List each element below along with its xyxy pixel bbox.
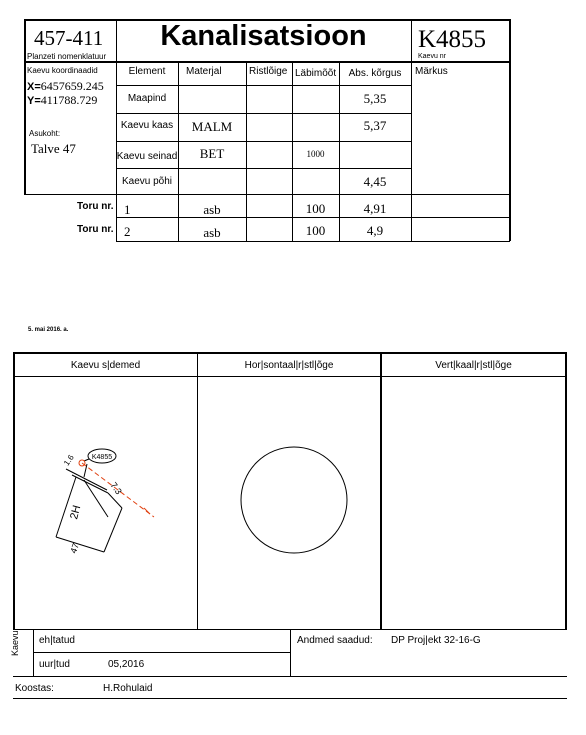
data-source-label: Andmed saadud: xyxy=(297,635,373,646)
surveyed-label: uur|tud xyxy=(39,659,70,670)
manhole-id-caption: Kaevu nr xyxy=(418,53,447,60)
map-sheet-number: 457-411 xyxy=(34,26,104,50)
sketch-dim-c: 2H xyxy=(68,503,84,521)
y-value: 411788.729 xyxy=(40,93,98,107)
pipe-diameter: 100 xyxy=(305,223,326,238)
pipe-diameter: 100 xyxy=(305,201,326,216)
compiled-value: H.Rohulaid xyxy=(103,683,153,694)
footer-divider xyxy=(33,652,290,653)
y-prefix: Y= xyxy=(27,95,41,107)
row-element: Maapind xyxy=(127,93,167,104)
sketch-leader xyxy=(84,459,89,461)
pipe-number: 1 xyxy=(124,202,131,217)
manhole-circle xyxy=(241,447,347,553)
x-coordinate xyxy=(27,79,104,94)
row-element: Kaevu põhi xyxy=(121,176,173,187)
sketch-line xyxy=(66,469,107,490)
surveyed-value: 05,2016 xyxy=(108,659,145,670)
col-title-horizontal: Hor|sontaal|r|stl|õge xyxy=(244,360,334,371)
manhole-id: K4855 xyxy=(418,26,487,53)
sketch-dim-d: 47 xyxy=(68,541,82,555)
row-divider xyxy=(116,141,411,142)
row-elevation: 5,37 xyxy=(363,118,387,133)
y-coordinate xyxy=(27,93,97,108)
col-divider xyxy=(246,62,247,242)
row-element: Kaevu seinad xyxy=(116,151,178,162)
row-material: BET xyxy=(199,146,225,161)
sketch-bubble-label: K4855 xyxy=(91,454,113,461)
footer-divider xyxy=(13,698,567,699)
built-label: eh|tatud xyxy=(39,635,75,646)
col-header-elevation: Abs. kõrgus xyxy=(348,68,402,79)
map-sheet-caption: Planzeti nomenklatuur xyxy=(27,52,107,61)
data-source-value: DP Proj|ekt 32-16-G xyxy=(391,635,481,646)
frame-border-top xyxy=(13,352,567,354)
col-title-sketch: Kaevu s|demed xyxy=(70,360,141,371)
row-divider xyxy=(24,194,511,195)
pipe-label: Toru nr. xyxy=(77,224,114,235)
address-value: Talve 47 xyxy=(31,141,76,156)
footer-side-label: Kaevu xyxy=(10,630,20,656)
pipe-arrow xyxy=(144,508,150,514)
row-divider xyxy=(116,241,510,242)
sketch-dim-a: 1.6 xyxy=(62,453,76,468)
row-divider xyxy=(116,217,510,218)
pipe-material: asb xyxy=(203,202,221,217)
row-elevation: 4,45 xyxy=(363,174,387,189)
sketch-line xyxy=(56,537,104,552)
row-material: MALM xyxy=(191,119,233,134)
address-label: Asukoht: xyxy=(29,129,61,138)
pipe-elevation: 4,91 xyxy=(363,201,387,216)
col-header-element: Element xyxy=(128,66,166,77)
row-elevation: 5,35 xyxy=(363,91,387,106)
footer-divider xyxy=(13,676,567,677)
page-title: Kanalisatsioon xyxy=(160,20,367,52)
col-header-diameter: Läbimõõt xyxy=(295,68,337,79)
sketch-line xyxy=(84,480,108,517)
footer-divider xyxy=(290,629,291,676)
table-border-right xyxy=(509,19,511,241)
sketch-line xyxy=(72,475,108,493)
table-border-left xyxy=(24,19,26,194)
pipe-material: asb xyxy=(203,225,221,240)
pipe-label: Toru nr. xyxy=(77,201,114,212)
pipe-number: 2 xyxy=(124,224,131,239)
col-divider xyxy=(411,19,412,242)
col-header-cross-section: Ristlõige xyxy=(249,66,288,77)
x-value: 6457659.245 xyxy=(40,79,104,93)
row-divider xyxy=(116,113,411,114)
compiled-label: Koostas: xyxy=(15,683,54,694)
col-header-material: Materjal xyxy=(186,66,222,77)
coords-label: Kaevu koordinaadid xyxy=(27,66,98,75)
header-divider xyxy=(24,61,511,63)
col-header-remark: Märkus xyxy=(415,66,448,77)
row-divider xyxy=(116,168,411,169)
row-diameter: 1000 xyxy=(306,149,325,159)
frame-col-divider xyxy=(380,353,382,629)
date-note: 5. mai 2016. a. xyxy=(28,327,69,333)
pipe-elevation: 4,9 xyxy=(366,223,384,238)
col-title-vertical: Vert|kaal|r|stl|õge xyxy=(435,360,512,371)
location-sketch xyxy=(14,377,197,629)
row-element: Kaevu kaas xyxy=(120,120,174,131)
horizontal-cross-section xyxy=(198,377,380,629)
sketch-dim-b: 7.3 xyxy=(108,480,124,497)
row-divider xyxy=(116,85,411,86)
x-prefix: X= xyxy=(27,81,41,93)
frame-border-right xyxy=(565,352,567,630)
